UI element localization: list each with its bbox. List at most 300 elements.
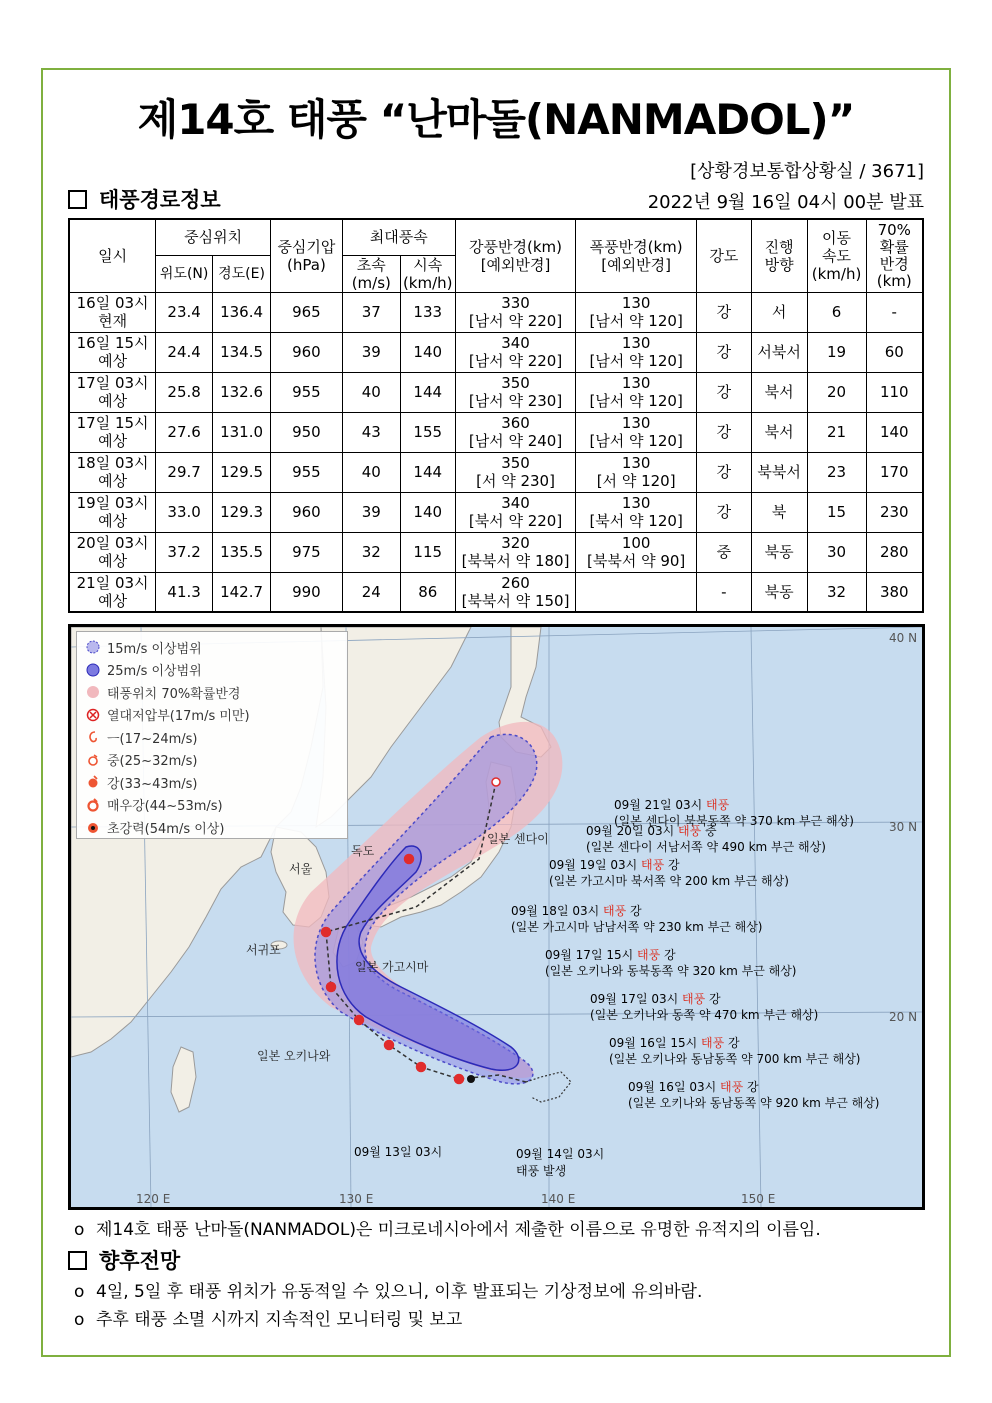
forecast-annotation — [511, 903, 763, 935]
cell-text: 260 — [501, 573, 530, 592]
table-row — [69, 492, 923, 532]
cell-text: 강 — [716, 343, 732, 361]
cell-text: 40 — [361, 463, 381, 481]
cell-text: 37.2 — [167, 543, 201, 561]
cell-intensity — [696, 492, 751, 532]
place-label: 서울 — [289, 862, 313, 876]
cell-text: 360 — [501, 414, 530, 432]
cell-text: 340 — [501, 334, 530, 352]
cell-lat — [156, 372, 213, 412]
annotation-title — [609, 1035, 861, 1051]
note-name-origin — [74, 1215, 821, 1240]
cell-text: 예상 — [98, 432, 128, 450]
cell-text: 24.4 — [167, 343, 201, 361]
annotation-date: 09월 21일 03시 — [614, 798, 707, 812]
table-row — [69, 532, 923, 572]
legend-item — [85, 726, 339, 749]
typhoon-super-icon — [85, 819, 101, 835]
annotation-location: (일본 오키나와 동쪽 약 470 km 부근 해상) — [590, 1008, 819, 1022]
cell-direction — [751, 532, 807, 572]
cell-storm-radius — [576, 412, 697, 452]
annotation-location: (일본 센다이 서남서쪽 약 490 km 부근 해상) — [586, 840, 826, 854]
cell-text: 현재 — [98, 312, 128, 330]
cell-strong-radius — [455, 532, 576, 572]
header-intensity: 강도 — [696, 219, 751, 292]
cell-text: 강 — [716, 463, 732, 481]
annotation-keyword: 태풍 — [720, 1080, 744, 1094]
cell-text: - — [891, 303, 897, 321]
annotation-location: (일본 오키나와 동남동쪽 약 920 km 부근 해상) — [628, 1096, 880, 1110]
cell-datetime — [69, 292, 156, 332]
typhoon-position-marker — [417, 1063, 426, 1072]
cell-text: 130 — [621, 294, 651, 312]
cell-lat — [156, 412, 213, 452]
cell-text: [북서 약 220] — [468, 512, 563, 530]
cell-text: 170 — [879, 463, 909, 481]
cell-lon — [213, 492, 271, 532]
cell-wind-kmh — [400, 492, 455, 532]
cell-wind-kmh — [400, 292, 455, 332]
typhoon-position-marker — [385, 1041, 394, 1050]
cell-datetime — [69, 412, 156, 452]
cell-text: 북동 — [764, 582, 794, 601]
cell-text: 144 — [413, 463, 443, 481]
place-label: 일본 오키나와 — [257, 1049, 331, 1063]
cell-text: 강 — [716, 503, 732, 521]
legend-item — [85, 704, 339, 727]
annotation-location: (일본 가고시마 북서쪽 약 200 km 부근 해상) — [549, 874, 789, 888]
legend-label: 15m/s 이상범위 — [107, 641, 202, 657]
annotation-title — [628, 1079, 880, 1095]
cell-text: 17일 15시 — [76, 414, 149, 432]
lat-label: 40 N — [889, 631, 918, 645]
origin-label-13: 09월 13일 03시 — [354, 1145, 443, 1159]
typhoon-very-strong-icon — [85, 797, 101, 813]
place-label: 독도 — [351, 844, 375, 858]
cell-text: 155 — [413, 423, 443, 441]
typhoon-position-marker — [322, 928, 331, 937]
typhoon-position-marker — [327, 983, 336, 992]
cell-prob-radius — [866, 292, 923, 332]
cell-text: 140 — [879, 423, 909, 441]
table-row — [69, 292, 923, 332]
cell-lat — [156, 292, 213, 332]
cell-text: 27.6 — [167, 423, 201, 441]
cell-text: 60 — [884, 343, 904, 361]
cell-text: 17일 03시 — [76, 374, 149, 392]
annotation-title — [590, 991, 818, 1007]
cell-intensity — [696, 572, 751, 612]
cell-text: 144 — [413, 383, 443, 401]
cell-speed — [807, 572, 866, 612]
origin-label-14-sub: 태풍 발생 — [516, 1164, 567, 1178]
cell-text: 32 — [361, 543, 381, 561]
cell-text: 북서 — [764, 383, 794, 401]
cell-strong-radius — [455, 452, 576, 492]
header-prob-radius: 70% 확률 반경 (km) — [866, 219, 923, 292]
dotted-circle-icon — [85, 639, 101, 655]
header-pressure: 중심기압 (hPa) — [271, 219, 343, 292]
cell-text: 142.7 — [220, 582, 264, 601]
header-direction: 진행 방향 — [751, 219, 807, 292]
annotation-title — [614, 797, 854, 813]
note-text: 제14호 태풍 난마돌(NANMADOL)은 미크로네시아에서 제출한 이름으로 유명한 유적지의 이름임. — [96, 1220, 821, 1240]
cell-text: 예상 — [98, 472, 128, 490]
annotation-location: (일본 오키나와 동북동쪽 약 320 km 부근 해상) — [545, 964, 797, 978]
annotation-date: 09월 17일 15시 — [545, 948, 638, 962]
cell-text: [남서 약 120] — [589, 312, 683, 330]
cell-prob-radius — [866, 492, 923, 532]
cell-text: 강 — [716, 423, 732, 441]
cell-text: 19 — [826, 343, 847, 361]
header-max-wind: 최대풍속 — [342, 219, 455, 255]
typhoon-track-map — [68, 624, 925, 1210]
annotation-keyword: 태풍 — [701, 1036, 725, 1050]
cell-wind-ms — [342, 452, 400, 492]
cell-text: 320 — [501, 534, 530, 552]
annotation-location: (일본 오키나와 동남동쪽 약 700 km 부근 해상) — [609, 1052, 861, 1066]
cell-storm-radius — [576, 532, 697, 572]
bullet: o — [74, 1220, 85, 1240]
cell-text: 140 — [413, 343, 443, 361]
cell-text: 135.5 — [220, 543, 264, 561]
cell-text: - — [721, 582, 727, 601]
cell-text: 북서 — [764, 423, 794, 441]
annotation-intensity: 강 — [724, 1036, 740, 1050]
cell-lat — [156, 492, 213, 532]
header-wind-kmh: 시속 (km/h) — [400, 255, 455, 292]
cell-wind-ms — [342, 412, 400, 452]
cell-text: 130 — [621, 414, 651, 432]
cell-pressure — [271, 332, 343, 372]
page-title: 제14호 태풍 “난마돌(NANMADOL)” — [137, 95, 855, 144]
cell-direction — [751, 372, 807, 412]
cell-text: 16일 03시 — [76, 294, 149, 312]
cell-text: 30 — [826, 543, 847, 561]
cell-lon — [213, 292, 271, 332]
cell-text: 북동 — [764, 543, 794, 561]
cell-intensity — [696, 532, 751, 572]
cell-text: [북북서 약 180] — [461, 552, 570, 570]
cell-pressure — [271, 572, 343, 612]
cell-text: [남서 약 230] — [468, 392, 563, 410]
cell-text: 340 — [501, 494, 530, 512]
cell-strong-radius — [455, 292, 576, 332]
cell-text: 33.0 — [167, 503, 201, 521]
table-row — [69, 372, 923, 412]
cell-text: 129.3 — [220, 503, 264, 521]
annotation-keyword: 태풍 — [603, 904, 627, 918]
forecast-annotation — [549, 857, 789, 889]
cell-wind-ms — [342, 292, 400, 332]
cell-text: 960 — [292, 343, 321, 361]
cell-text: 955 — [292, 463, 321, 481]
cell-text: 350 — [501, 454, 530, 472]
legend-label: 매우강(44~53m/s) — [107, 799, 223, 815]
annotation-location: (일본 센다이 북북동쪽 약 370 km 부근 해상) — [614, 814, 854, 828]
cell-speed — [807, 412, 866, 452]
lat-label: 20 N — [889, 1010, 918, 1024]
cell-text: 16일 15시 — [76, 334, 149, 352]
cell-text: 41.3 — [167, 582, 201, 601]
annotation-date: 09월 16일 03시 — [628, 1080, 721, 1094]
table-row — [69, 572, 923, 612]
cell-text: [남서 약 120] — [589, 432, 683, 450]
cell-speed — [807, 532, 866, 572]
table-row — [69, 412, 923, 452]
table-row — [69, 332, 923, 372]
cell-speed — [807, 332, 866, 372]
legend-item — [85, 816, 339, 839]
section-outlook-heading — [68, 1245, 180, 1275]
cell-lon — [213, 332, 271, 372]
cell-text: 975 — [292, 543, 321, 561]
annotation-keyword: 태풍 — [641, 858, 665, 872]
cell-text: 20 — [826, 383, 847, 401]
cell-text: 960 — [292, 503, 321, 521]
cell-text: 18일 03시 — [76, 454, 149, 472]
annotation-location: (일본 가고시마 남남서쪽 약 230 km 부근 해상) — [511, 920, 763, 934]
cell-intensity — [696, 332, 751, 372]
header-datetime: 일시 — [69, 219, 156, 292]
annotation-keyword: 태풍 — [637, 948, 661, 962]
cell-datetime — [69, 332, 156, 372]
annotation-date: 09월 18일 03시 — [511, 904, 604, 918]
section-track-heading — [68, 184, 221, 214]
cell-text: 23 — [826, 463, 847, 481]
annotation-date: 09월 19일 03시 — [549, 858, 642, 872]
cell-intensity — [696, 372, 751, 412]
annotation-intensity: 중 — [701, 824, 717, 838]
cell-lat — [156, 532, 213, 572]
cell-speed — [807, 372, 866, 412]
legend-item — [85, 771, 339, 794]
tropical-depression-icon — [85, 707, 101, 723]
typhoon-position-marker — [355, 1016, 364, 1025]
cell-storm-radius — [576, 292, 697, 332]
forecast-annotation — [628, 1079, 880, 1111]
cell-datetime — [69, 532, 156, 572]
annotation-title — [586, 823, 826, 839]
annotation-date: 09월 16일 15시 — [609, 1036, 702, 1050]
cell-wind-ms — [342, 492, 400, 532]
origin-label-14: 09월 14일 03시 — [516, 1147, 605, 1161]
cell-text: 29.7 — [167, 463, 201, 481]
cell-lon — [213, 572, 271, 612]
cell-pressure — [271, 372, 343, 412]
section-outlook-label: 향후전망 — [99, 1249, 181, 1273]
legend-item — [85, 794, 339, 817]
legend-label: 25m/s 이상범위 — [107, 664, 202, 680]
cell-pressure — [271, 452, 343, 492]
legend-label: 초강력(54m/s 이상) — [107, 821, 225, 837]
bullet: o — [74, 1282, 85, 1302]
cell-text: 350 — [501, 374, 530, 392]
cell-text: 134.5 — [220, 343, 264, 361]
cell-speed — [807, 452, 866, 492]
cell-datetime — [69, 372, 156, 412]
outlook-item-1 — [74, 1277, 702, 1302]
cell-text: 955 — [292, 383, 321, 401]
legend-label: 열대저압부(17m/s 미만) — [107, 709, 250, 725]
typhoon-medium-icon — [85, 752, 101, 768]
forecast-annotation — [586, 823, 826, 855]
header-wind-ms: 초속 (m/s) — [342, 255, 400, 292]
cell-text: 북 — [771, 503, 787, 521]
cell-text: [북서 약 120] — [589, 512, 683, 530]
cell-strong-radius — [455, 372, 576, 412]
header-storm-radius: 폭풍반경(km) [예외반경] — [576, 219, 697, 292]
cell-wind-ms — [342, 572, 400, 612]
cell-text: 서 — [771, 303, 787, 321]
cell-strong-radius — [455, 412, 576, 452]
outlook-item-2 — [74, 1305, 462, 1330]
cell-text: 86 — [418, 582, 438, 601]
cell-prob-radius — [866, 452, 923, 492]
legend-item — [85, 681, 339, 704]
cell-wind-kmh — [400, 572, 455, 612]
cell-text: 130 — [621, 374, 651, 392]
cell-pressure — [271, 532, 343, 572]
cell-text: [서 약 120] — [596, 472, 676, 490]
pink-area-icon — [85, 684, 101, 700]
cell-text: 21일 03시 — [76, 573, 149, 592]
cell-storm-radius — [576, 372, 697, 412]
typhoon-weak-icon — [85, 729, 101, 745]
header-lat: 위도(N) — [156, 255, 213, 292]
cell-lon — [213, 372, 271, 412]
annotation-title — [511, 903, 763, 919]
cell-text: 37 — [361, 303, 381, 321]
place-label: 일본 센다이 — [487, 832, 549, 846]
cell-strong-radius — [455, 572, 576, 612]
cell-pressure — [271, 492, 343, 532]
typhoon-position-marker — [405, 855, 414, 864]
cell-wind-ms — [342, 372, 400, 412]
cell-text: 20일 03시 — [76, 534, 149, 552]
cell-text: 100 — [621, 534, 651, 552]
cell-storm-radius — [576, 332, 697, 372]
cell-text: 130 — [621, 334, 651, 352]
cell-pressure — [271, 292, 343, 332]
cell-direction — [751, 452, 807, 492]
header-strong-radius: 강풍반경(km) [예외반경] — [455, 219, 576, 292]
current-position-marker — [467, 1075, 475, 1083]
annotation-intensity: 강 — [664, 858, 680, 872]
annotation-intensity: 강 — [705, 992, 721, 1006]
cell-text: 강 — [716, 303, 732, 321]
lat-label: 30 N — [889, 820, 918, 834]
annotation-keyword: 태풍 — [682, 992, 706, 1006]
table-row — [69, 452, 923, 492]
cell-text: 북북서 — [757, 463, 801, 481]
forecast-annotation — [609, 1035, 861, 1067]
annotation-keyword: 태풍 — [678, 824, 702, 838]
lon-label: 140 E — [541, 1192, 576, 1206]
cell-text: 서북서 — [757, 343, 801, 361]
cell-text: 110 — [879, 383, 909, 401]
cell-wind-kmh — [400, 532, 455, 572]
cell-text: 6 — [831, 303, 842, 321]
cell-prob-radius — [866, 532, 923, 572]
cell-wind-ms — [342, 532, 400, 572]
cell-speed — [807, 292, 866, 332]
cell-text: 990 — [292, 582, 321, 601]
annotation-intensity: 강 — [743, 1080, 759, 1094]
cell-direction — [751, 492, 807, 532]
cell-pressure — [271, 412, 343, 452]
annotation-date: 09월 17일 03시 — [590, 992, 683, 1006]
office-label: [상황경보통합상황실 / 3671] — [690, 161, 924, 182]
cell-text: [남서 약 220] — [468, 312, 563, 330]
cell-text: 23.4 — [167, 303, 201, 321]
cell-text: 950 — [292, 423, 321, 441]
cell-prob-radius — [866, 412, 923, 452]
checkbox-icon — [68, 190, 87, 209]
cell-text: 133 — [413, 303, 443, 321]
map-legend — [76, 631, 348, 839]
cell-strong-radius — [455, 332, 576, 372]
cell-text: 129.5 — [220, 463, 264, 481]
cell-storm-radius — [576, 572, 697, 612]
lon-label: 150 E — [741, 1192, 776, 1206]
cell-text: 15 — [826, 503, 847, 521]
lon-label: 130 E — [339, 1192, 374, 1206]
section-track-label: 태풍경로정보 — [99, 188, 221, 212]
cell-datetime — [69, 572, 156, 612]
cell-text: 380 — [879, 582, 909, 601]
cell-text: 21 — [826, 423, 847, 441]
header-center: 중심위치 — [156, 219, 271, 255]
cell-text: 965 — [292, 303, 321, 321]
cell-wind-kmh — [400, 372, 455, 412]
cell-speed — [807, 492, 866, 532]
checkbox-icon — [68, 1251, 87, 1270]
header-speed: 이동 속도 (km/h) — [807, 219, 866, 292]
header-lon: 경도(E) — [213, 255, 271, 292]
cell-lon — [213, 532, 271, 572]
cell-direction — [751, 412, 807, 452]
cell-wind-kmh — [400, 452, 455, 492]
cell-text: [남서 약 240] — [468, 432, 563, 450]
cell-direction — [751, 292, 807, 332]
cell-lat — [156, 332, 213, 372]
cell-text: 115 — [413, 543, 443, 561]
cell-prob-radius — [866, 372, 923, 412]
cell-text: [남서 약 220] — [468, 352, 563, 370]
annotation-title — [549, 857, 789, 873]
legend-label: 강(33~43m/s) — [107, 776, 198, 792]
annotation-intensity: 강 — [660, 948, 676, 962]
cell-direction — [751, 332, 807, 372]
forecast-annotation — [545, 947, 797, 979]
cell-intensity — [696, 292, 751, 332]
cell-text: 32 — [826, 582, 847, 601]
bullet: o — [74, 1310, 85, 1330]
place-label: 서귀포 — [246, 943, 281, 957]
cell-text: 140 — [413, 503, 443, 521]
cell-text: [남서 약 120] — [589, 392, 683, 410]
cell-storm-radius — [576, 492, 697, 532]
cell-strong-radius — [455, 492, 576, 532]
cell-datetime — [69, 452, 156, 492]
cell-storm-radius — [576, 452, 697, 492]
cell-intensity — [696, 412, 751, 452]
cell-text: 43 — [361, 423, 381, 441]
cell-text: 강 — [716, 383, 732, 401]
legend-item — [85, 749, 339, 772]
legend-label: ㅡ(17~24m/s) — [107, 731, 198, 747]
